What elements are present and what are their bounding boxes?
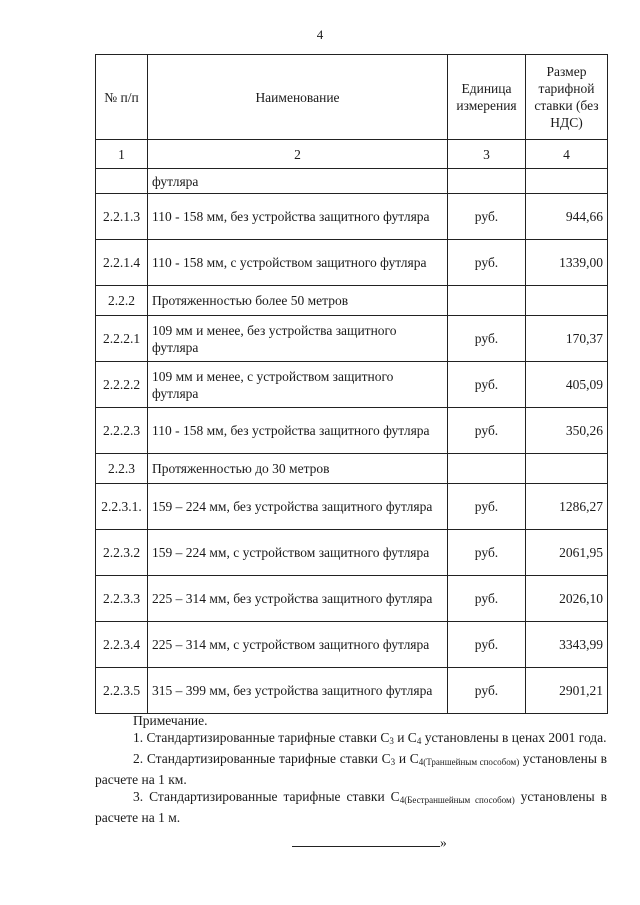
row-rate bbox=[526, 454, 608, 484]
row-rate: 350,26 bbox=[526, 408, 608, 454]
table-row bbox=[96, 316, 608, 362]
notes bbox=[95, 712, 607, 826]
row-number: 2.2.1.4 bbox=[96, 240, 148, 286]
row-number: 2.2.3 bbox=[96, 454, 148, 484]
row-rate bbox=[526, 169, 608, 194]
table-row bbox=[96, 194, 608, 240]
column-index: 2 bbox=[148, 140, 448, 169]
row-name: футляра bbox=[148, 169, 448, 194]
row-number: 2.2.1.3 bbox=[96, 194, 148, 240]
row-unit: руб. bbox=[448, 668, 526, 714]
note-3: 3. Стандартизированные тарифные ставки $С_{4(Бестраншейным способом)}$ установлены в расчете на 1 м. bbox=[95, 789, 607, 825]
row-unit: руб. bbox=[448, 362, 526, 408]
table-row bbox=[96, 408, 608, 454]
row-rate: 2901,21 bbox=[526, 668, 608, 714]
row-name: 159 – 224 мм, без устройства защитного футляра bbox=[148, 484, 448, 530]
header-name: Наименование bbox=[148, 55, 448, 140]
note-1: 1. Стандартизированные тарифные ставки $С_3$ и $С_4$ установлены в ценах 2001 года. bbox=[133, 730, 607, 746]
table-row bbox=[96, 484, 608, 530]
table-row bbox=[96, 362, 608, 408]
row-unit: руб. bbox=[448, 194, 526, 240]
row-name: 225 – 314 мм, с устройством защитного футляра bbox=[148, 622, 448, 668]
notes-title: Примечание. bbox=[133, 713, 208, 728]
row-rate: 2026,10 bbox=[526, 576, 608, 622]
tariff-table bbox=[95, 54, 608, 714]
row-unit: руб. bbox=[448, 622, 526, 668]
table-body bbox=[96, 169, 608, 714]
header-unit: Единица измерения bbox=[448, 55, 526, 140]
row-name: Протяженностью более 50 метров bbox=[148, 286, 448, 316]
row-number: 2.2.3.5 bbox=[96, 668, 148, 714]
row-number: 2.2.2.1 bbox=[96, 316, 148, 362]
row-number: 2.2.3.4 bbox=[96, 622, 148, 668]
row-rate: 3343,99 bbox=[526, 622, 608, 668]
row-unit: руб. bbox=[448, 576, 526, 622]
header-num: № п/п bbox=[96, 55, 148, 140]
table-row bbox=[96, 240, 608, 286]
table-row bbox=[96, 530, 608, 576]
closing-underline bbox=[292, 836, 440, 847]
row-unit bbox=[448, 286, 526, 316]
row-rate: 405,09 bbox=[526, 362, 608, 408]
row-name: 159 – 224 мм, с устройством защитного футляра bbox=[148, 530, 448, 576]
row-unit: руб. bbox=[448, 408, 526, 454]
row-name: 110 - 158 мм, с устройством защитного футляра bbox=[148, 240, 448, 286]
note-2: 2. Стандартизированные тарифные ставки $С_3$ и $С_{4(Траншейным способом)}$ установлены в расчете на 1 км. bbox=[95, 751, 607, 787]
row-rate: 2061,95 bbox=[526, 530, 608, 576]
row-rate bbox=[526, 286, 608, 316]
section-row bbox=[96, 286, 608, 316]
table-row bbox=[96, 622, 608, 668]
row-unit: руб. bbox=[448, 484, 526, 530]
page-number: 4 bbox=[316, 27, 324, 42]
table-header-row bbox=[96, 55, 608, 140]
column-index: 1 bbox=[96, 140, 148, 169]
table-row bbox=[96, 169, 608, 194]
table-row bbox=[96, 576, 608, 622]
column-index: 4 bbox=[526, 140, 608, 169]
row-unit bbox=[448, 454, 526, 484]
row-number: 2.2.3.1. bbox=[96, 484, 148, 530]
row-unit: руб. bbox=[448, 530, 526, 576]
row-number: 2.2.2.2 bbox=[96, 362, 148, 408]
closing-mark: » bbox=[440, 835, 447, 850]
row-rate: 170,37 bbox=[526, 316, 608, 362]
row-name: 225 – 314 мм, без устройства защитного футляра bbox=[148, 576, 448, 622]
row-rate: 944,66 bbox=[526, 194, 608, 240]
header-rate: Размер тарифной ставки (без НДС) bbox=[526, 55, 608, 140]
column-index-row bbox=[96, 140, 608, 169]
row-number: 2.2.3.3 bbox=[96, 576, 148, 622]
section-row bbox=[96, 454, 608, 484]
row-name: 110 - 158 мм, без устройства защитного футляра bbox=[148, 408, 448, 454]
row-name: 110 - 158 мм, без устройства защитного футляра bbox=[148, 194, 448, 240]
row-name: 109 мм и менее, без устройства защитного футляра bbox=[148, 316, 448, 362]
row-number: 2.2.2 bbox=[96, 286, 148, 316]
row-number bbox=[96, 169, 148, 194]
row-unit bbox=[448, 169, 526, 194]
table-row bbox=[96, 668, 608, 714]
column-index: 3 bbox=[448, 140, 526, 169]
row-number: 2.2.2.3 bbox=[96, 408, 148, 454]
row-unit: руб. bbox=[448, 240, 526, 286]
row-name: 315 – 399 мм, без устройства защитного футляра bbox=[148, 668, 448, 714]
closing-quote bbox=[292, 835, 447, 851]
row-name: 109 мм и менее, с устройством защитного футляра bbox=[148, 362, 448, 408]
row-name: Протяженностью до 30 метров bbox=[148, 454, 448, 484]
row-rate: 1286,27 bbox=[526, 484, 608, 530]
row-number: 2.2.3.2 bbox=[96, 530, 148, 576]
row-unit: руб. bbox=[448, 316, 526, 362]
row-rate: 1339,00 bbox=[526, 240, 608, 286]
